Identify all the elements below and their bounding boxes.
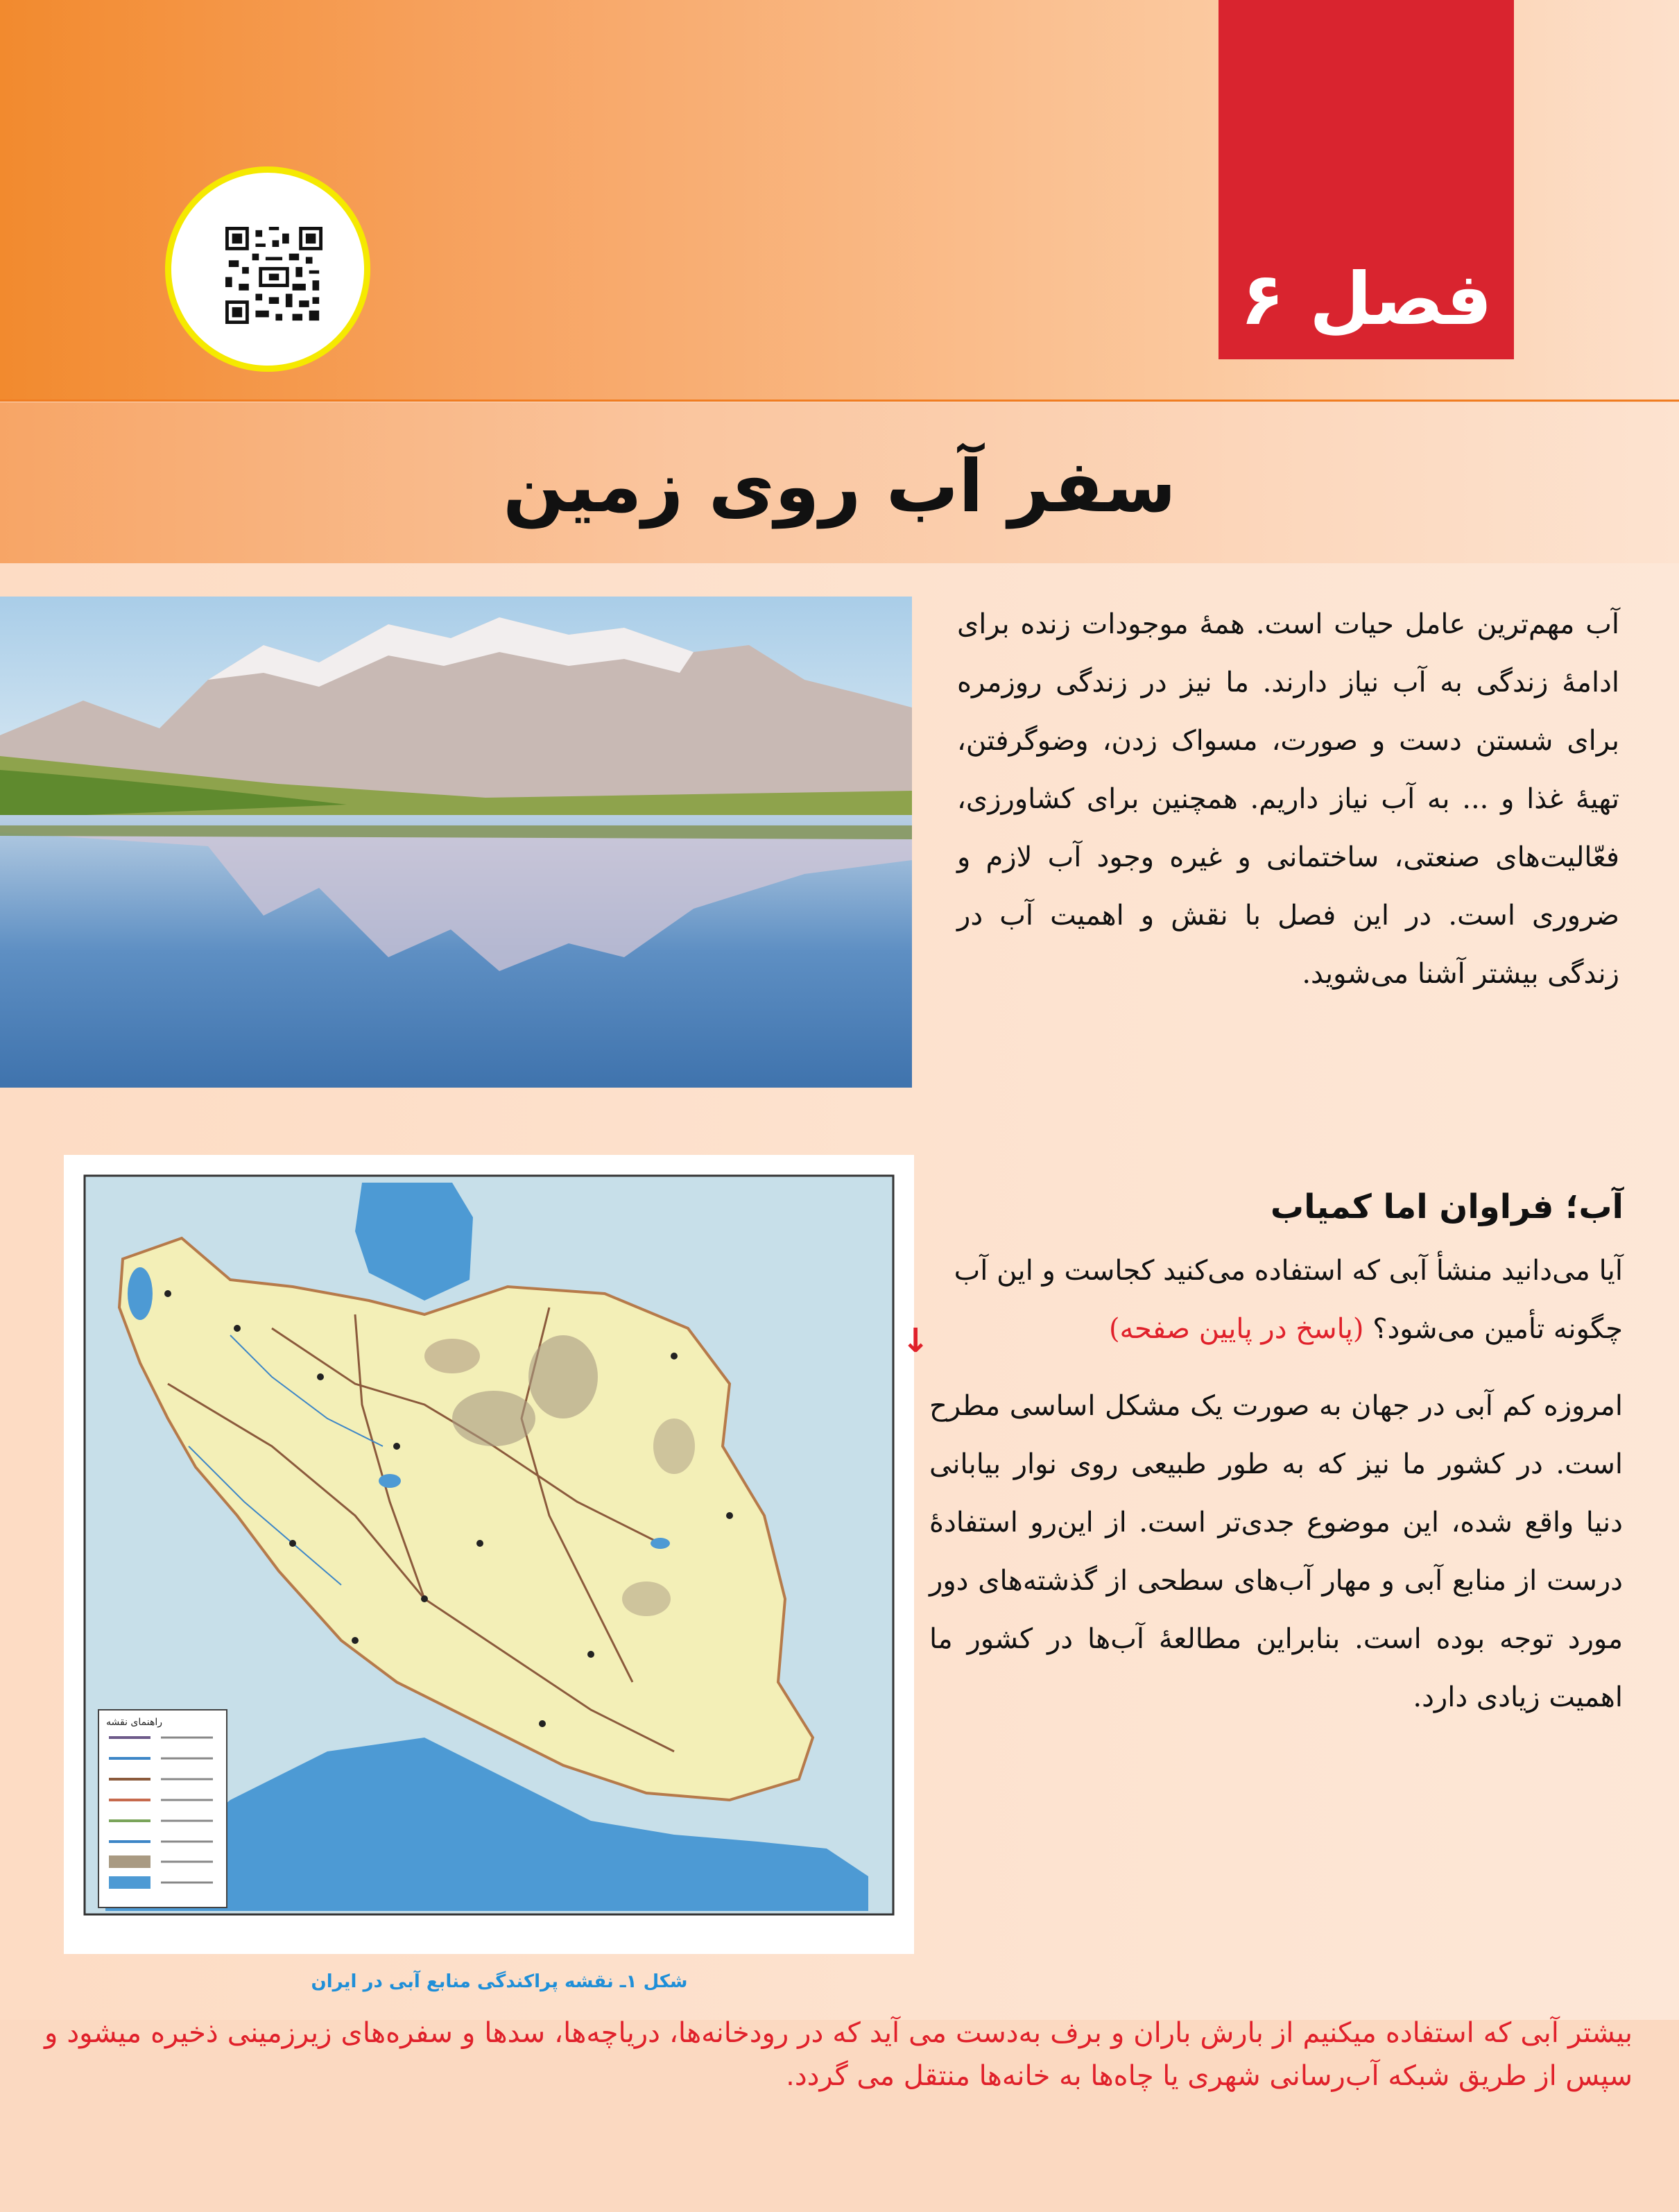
intro-paragraph: آب مهم‌ترین عامل حیات است. همهٔ موجودات زنده برای ادامهٔ زندگی به آب نیاز دارند. ما نیز در زندگی روزمره برای شستن دست و صورت، مسواک زدن، وضوگرفتن، تهیهٔ غذا و ... به آب نیاز داریم. همچنین برای کشاورزی، فعّالیت‌های صنعتی، ساختمانی و غیره وجود آب لازم و ضروری است. در این فصل با نقش و اهمیت آب در زندگی بیشتر آشنا می‌شوید. — [957, 608, 1619, 990]
iran-water-map — [64, 1155, 914, 1954]
chapter-badge — [1219, 0, 1514, 359]
section-heading: آب؛ فراوان اما کمیاب — [1270, 1188, 1624, 1226]
figure-caption: شکل ۱ـ نقشه پراکندگی منابع آبی در ایران — [311, 1971, 688, 1992]
qr-code-icon — [225, 227, 322, 324]
answer-text: بیشتر آبی که استفاده میکنیم از بارش باران و برف به‌دست می آید که در رودخانه‌ها، دریاچه‌ها، سدها و سفره‌های زیرزمینی ذخیره میشود و سپس از طریق شبکه آب‌رسانی شهری یا چاه‌ها به خانه‌ها منتقل می گردد. — [44, 2017, 1633, 2092]
chapter-label: فصل ۶ — [1240, 257, 1492, 341]
down-arrow-icon: ↓ — [902, 1321, 930, 1360]
question-text: آیا می‌دانید منشأ آبی که استفاده می‌کنید کجاست و این آب چگونه تأمین می‌شود؟ — [954, 1255, 1623, 1345]
qr-code-badge[interactable] — [165, 166, 370, 372]
lake-mountain-photo — [0, 597, 912, 1088]
scarcity-paragraph: امروزه کم آبی در جهان به صورت یک مشکل اساسی مطرح است. در کشور ما نیز که به طور طبیعی روی نوار بیابانی دنیا واقع شده، این موضوع جدی‌تر است. از این‌رو استفادهٔ درست از منابع آبی و مهار آب‌های سطحی از گذشته‌های دور مورد توجه بوده است. بنابراین مطالعهٔ آب‌ها در کشور ما اهمیت زیادی دارد. — [929, 1390, 1624, 1713]
answer-hint[interactable]: (پاسخ در پایین صفحه) — [1108, 1313, 1364, 1345]
map-legend-title: راهنمای نقشه — [106, 1717, 162, 1728]
page-title: سفر آب روی زمین — [503, 444, 1176, 529]
question-paragraph — [929, 1242, 1623, 1358]
